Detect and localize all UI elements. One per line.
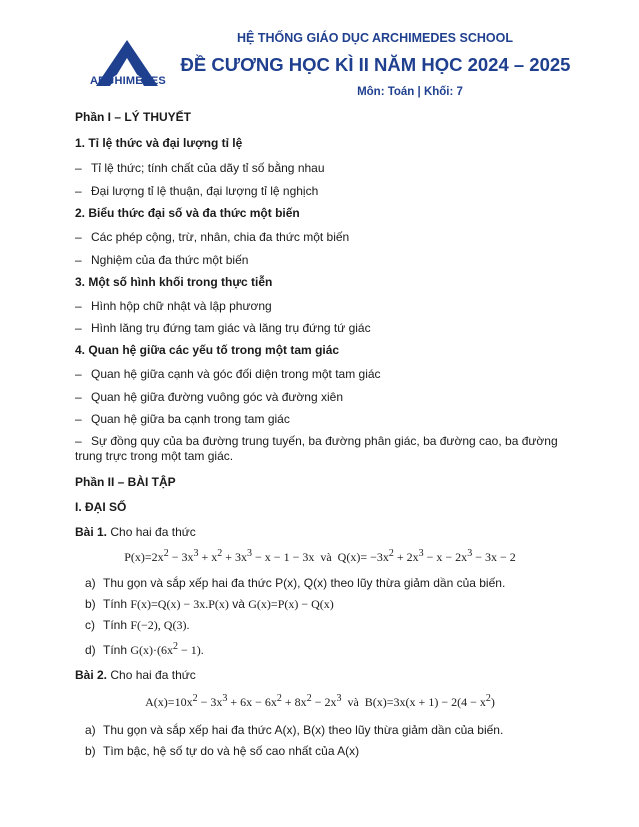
list-item: – Tỉ lệ thức; tính chất của dãy tỉ số bằng nhau: [75, 161, 325, 175]
exercise-2b: b) Tìm bậc, hệ số tự do và hệ số cao nhất của A(x): [85, 744, 360, 758]
exercise-1-formula: $P(x)=2x^2 - 3x^3 + x^2 + 3x^3 - x - 1 - 3x$ và $Q(x)= -3x^2 + 2x^3 - x - 2x^3 - 3x - 2$: [124, 548, 516, 564]
school-name: HỆ THỐNG GIÁO DỤC ARCHIMEDES SCHOOL: [237, 31, 513, 45]
document-header: [0, 0, 639, 110]
section-2-title: 2. Biểu thức đại số và đa thức một biến: [75, 206, 300, 220]
exercise-2a: a) Thu gọn và sắp xếp hai đa thức A(x), B(x) theo lũy thừa giảm dần của biến.: [85, 723, 504, 737]
exercise-1-intro: Bài 1. Cho hai đa thức: [75, 525, 196, 539]
list-item: – Hình lăng trụ đứng tam giác và lăng trụ đứng tứ giác: [75, 321, 371, 335]
section-1-title: 1. Tỉ lệ thức và đại lượng tỉ lệ: [75, 136, 243, 150]
part2-title: Phần II – BÀI TẬP: [75, 475, 176, 489]
exercise-1c: c) Tính F(−2), Q(3).: [85, 618, 190, 632]
list-item: – Quan hệ giữa cạnh và góc đối diện trong một tam giác: [75, 367, 381, 381]
exercise-2-intro: Bài 2. Cho hai đa thức: [75, 668, 196, 682]
list-item: – Quan hệ giữa ba cạnh trong tam giác: [75, 412, 290, 426]
list-item: – Hình hộp chữ nhật và lập phương: [75, 299, 272, 313]
list-item: – Quan hệ giữa đường vuông góc và đường xiên: [75, 390, 343, 404]
list-item: – Các phép cộng, trừ, nhân, chia đa thức một biến: [75, 230, 350, 244]
list-item: – Nghiệm của đa thức một biến: [75, 253, 249, 267]
archimedes-logo-icon: [88, 38, 166, 96]
part1-title: Phần I – LÝ THUYẾT: [75, 110, 192, 124]
algebra-title: I. ĐẠI SỐ: [75, 500, 127, 514]
page-title: ĐỀ CƯƠNG HỌC KÌ II NĂM HỌC 2024 – 2025: [180, 54, 571, 75]
list-item: – Sự đồng quy của ba đường trung tuyến, ba đường phân giác, ba đường cao, ba đường trung trực trong một tam giác.: [75, 434, 558, 463]
section-4-title: 4. Quan hệ giữa các yếu tố trong một tam giác: [75, 343, 340, 357]
list-item: – Đại lượng tỉ lệ thuận, đại lượng tỉ lệ nghịch: [75, 184, 319, 198]
exercise-2-formula: $A(x)=10x^2 - 3x^3 + 6x - 6x^2 + 8x^2 - 2x^3$ và $B(x)=3x(x + 1) - 2(4 - x^2)$: [145, 693, 495, 709]
logo-text: ARCHIMEDES: [90, 75, 166, 87]
section-3-title: 3. Một số hình khối trong thực tiễn: [75, 275, 273, 289]
exercise-1b: b) Tính F(x)=Q(x) − 3x.P(x) và G(x)=P(x) − Q(x): [85, 597, 334, 611]
exercise-1d: d) Tính $G(x)\cdot(6x^2 - 1)$.: [85, 641, 204, 657]
exercise-1a: a) Thu gọn và sắp xếp hai đa thức P(x), Q(x) theo lũy thừa giảm dần của biến.: [85, 576, 506, 590]
subject-grade: Môn: Toán | Khối: 7: [357, 86, 463, 98]
